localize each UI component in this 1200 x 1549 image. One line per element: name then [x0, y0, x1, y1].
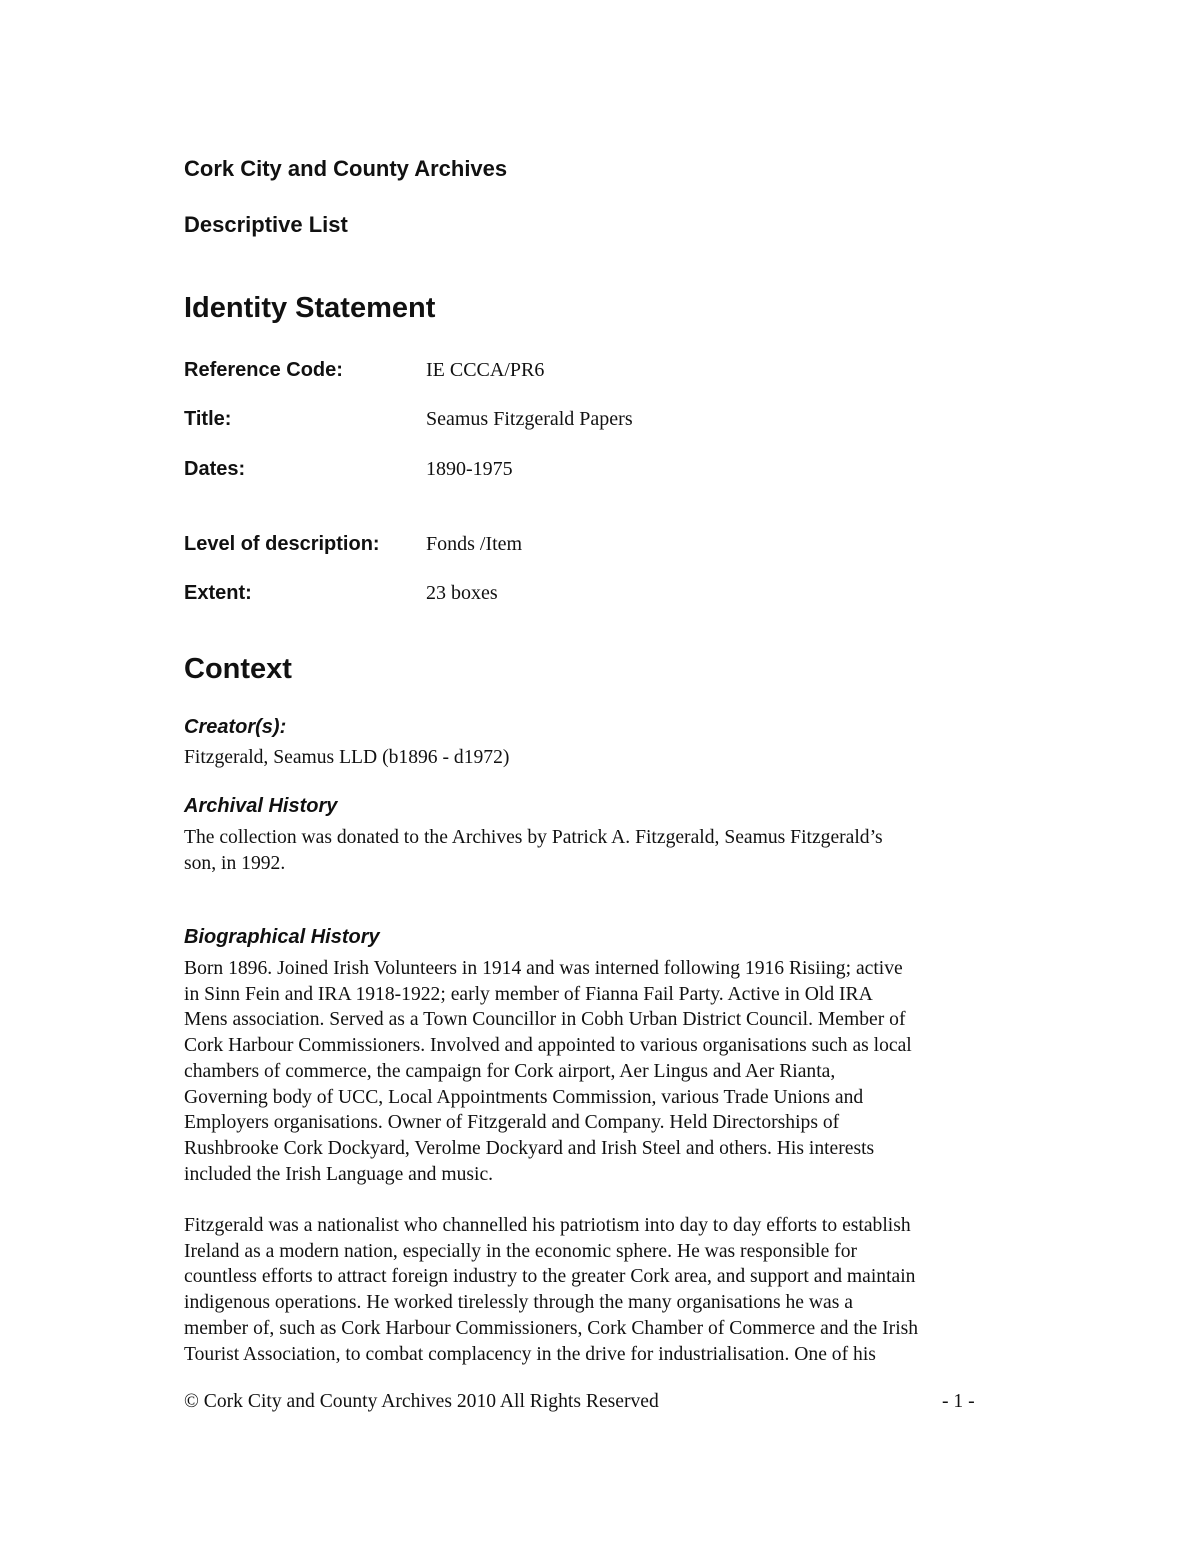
paragraph-line: included the Irish Language and music.: [184, 1163, 494, 1185]
page-number: - 1 -: [942, 1391, 975, 1412]
biographical-history-paragraph-1: [184, 956, 1024, 1187]
document-type: Descriptive List: [184, 212, 348, 237]
creator-text: Fitzgerald, Seamus LLD (b1896 - d1972): [184, 747, 510, 768]
paragraph-line: Mens association. Served as a Town Councillor in Cobh Urban District Council. Member of: [184, 1009, 906, 1031]
paragraph-line: Employers organisations. Owner of Fitzgerald and Company. Held Directorships of: [184, 1112, 840, 1134]
paragraph-line: in Sinn Fein and IRA 1918-1922; early member of Fianna Fail Party. Active in Old IRA: [184, 983, 873, 1005]
paragraph-line: Rushbrooke Cork Dockyard, Verolme Dockyard and Irish Steel and others. His interests: [184, 1137, 875, 1159]
paragraph-line: Born 1896. Joined Irish Volunteers in 1914 and was interned following 1916 Risiing; active: [184, 958, 903, 979]
level-of-description-label: Level of description:: [184, 533, 380, 555]
extent-value: 23 boxes: [426, 582, 498, 604]
paragraph-line: indigenous operations. He worked tirelessly through the many organisations he was a: [184, 1292, 853, 1314]
organisation-title: Cork City and County Archives: [184, 156, 508, 181]
paragraph-line: chambers of commerce, the campaign for Cork airport, Aer Lingus and Aer Rianta,: [184, 1060, 836, 1082]
paragraph-line: Ireland as a modern nation, especially in the economic sphere. He was responsible for: [184, 1240, 858, 1262]
paragraph-line: Tourist Association, to combat complacency in the drive for industrialisation. One of his: [184, 1343, 876, 1365]
paragraph-line: Governing body of UCC, Local Appointments Commission, various Trade Unions and: [184, 1086, 864, 1108]
extent-label: Extent:: [184, 582, 252, 604]
context-heading: Context: [184, 653, 292, 685]
biographical-history-paragraph-2: [184, 1213, 1024, 1367]
identity-statement-heading: Identity Statement: [184, 292, 436, 324]
reference-code-value: IE CCCA/PR6: [426, 359, 545, 381]
reference-code-label: Reference Code:: [184, 359, 343, 381]
dates-label: Dates:: [184, 458, 246, 480]
archival-history-heading: Archival History: [184, 795, 338, 817]
title-label: Title:: [184, 408, 232, 430]
paragraph-line: countless efforts to attract foreign industry to the greater Cork area, and support and maintain: [184, 1266, 916, 1288]
dates-value: 1890-1975: [426, 458, 513, 480]
footer-copyright: © Cork City and County Archives 2010 All Rights Reserved: [184, 1391, 659, 1412]
archival-history-line: The collection was donated to the Archives by Patrick A. Fitzgerald, Seamus Fitzgerald’s: [184, 827, 883, 848]
biographical-history-heading: Biographical History: [184, 926, 380, 948]
creator-heading: Creator(s):: [184, 716, 287, 738]
archival-history-line: son, in 1992.: [184, 852, 286, 874]
title-value: Seamus Fitzgerald Papers: [426, 408, 633, 430]
paragraph-line: member of, such as Cork Harbour Commissioners, Cork Chamber of Commerce and the Irish: [184, 1317, 919, 1339]
level-of-description-value: Fonds /Item: [426, 533, 523, 555]
paragraph-line: Fitzgerald was a nationalist who channelled his patriotism into day to day efforts to establish: [184, 1215, 911, 1236]
archival-history-text: [184, 825, 1024, 876]
paragraph-line: Cork Harbour Commissioners. Involved and appointed to various organisations such as local: [184, 1035, 912, 1057]
